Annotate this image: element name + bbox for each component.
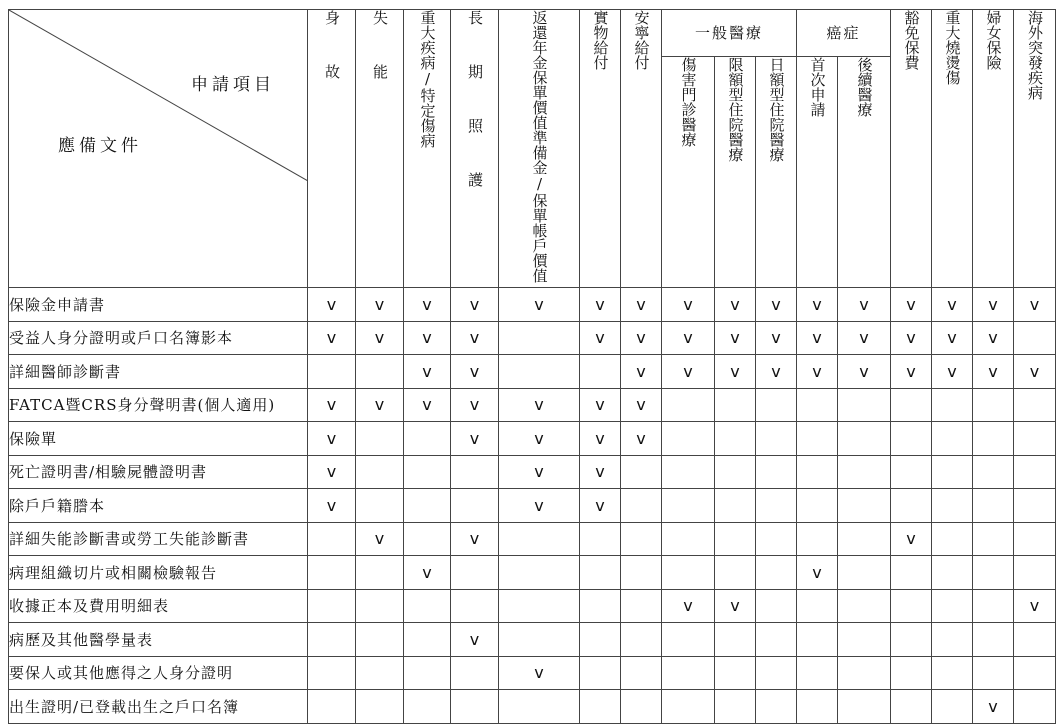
empty-cell bbox=[308, 623, 356, 657]
col-major-burns bbox=[932, 10, 973, 288]
document-name: 保險單 bbox=[9, 422, 308, 456]
column-label: 傷害門診醫療 bbox=[679, 56, 698, 147]
check-mark: v bbox=[308, 388, 356, 422]
empty-cell bbox=[891, 589, 932, 623]
empty-cell bbox=[973, 422, 1014, 456]
check-mark: v bbox=[356, 288, 404, 322]
empty-cell bbox=[756, 422, 797, 456]
empty-cell bbox=[973, 489, 1014, 523]
column-label: 重大疾病/特定傷病 bbox=[418, 10, 437, 148]
check-mark: v bbox=[580, 321, 621, 355]
empty-cell bbox=[451, 489, 499, 523]
check-mark: v bbox=[973, 690, 1014, 724]
column-label: 長期照護 bbox=[466, 10, 484, 226]
check-mark: v bbox=[1014, 355, 1056, 389]
empty-cell bbox=[404, 455, 451, 489]
check-mark: v bbox=[1014, 288, 1056, 322]
column-label: 返還年金保單價值準備金/保單帳戶價值 bbox=[530, 10, 549, 283]
empty-cell bbox=[756, 589, 797, 623]
empty-cell bbox=[797, 489, 838, 523]
empty-cell bbox=[838, 455, 891, 489]
empty-cell bbox=[973, 522, 1014, 556]
check-mark: v bbox=[838, 355, 891, 389]
empty-cell bbox=[797, 589, 838, 623]
empty-cell bbox=[932, 422, 973, 456]
empty-cell bbox=[499, 321, 580, 355]
check-mark: v bbox=[756, 321, 797, 355]
empty-cell bbox=[1014, 422, 1056, 456]
empty-cell bbox=[308, 690, 356, 724]
empty-cell bbox=[1014, 556, 1056, 590]
table-row bbox=[9, 589, 1056, 623]
check-mark: v bbox=[404, 556, 451, 590]
check-mark: v bbox=[499, 288, 580, 322]
empty-cell bbox=[451, 455, 499, 489]
document-name: 詳細失能診斷書或勞工失能診斷書 bbox=[9, 522, 308, 556]
col-cancer-first bbox=[797, 56, 838, 287]
empty-cell bbox=[404, 690, 451, 724]
empty-cell bbox=[621, 690, 662, 724]
empty-cell bbox=[715, 388, 756, 422]
empty-cell bbox=[499, 522, 580, 556]
check-mark: v bbox=[451, 321, 499, 355]
check-mark: v bbox=[1014, 589, 1056, 623]
empty-cell bbox=[621, 589, 662, 623]
check-mark: v bbox=[499, 489, 580, 523]
empty-cell bbox=[838, 589, 891, 623]
col-limited-inpatient bbox=[715, 56, 756, 287]
column-label: 海外突發疾病 bbox=[1026, 10, 1044, 100]
empty-cell bbox=[499, 556, 580, 590]
empty-cell bbox=[580, 522, 621, 556]
empty-cell bbox=[838, 556, 891, 590]
check-mark: v bbox=[662, 321, 715, 355]
check-mark: v bbox=[662, 355, 715, 389]
empty-cell bbox=[356, 656, 404, 690]
empty-cell bbox=[1014, 656, 1056, 690]
check-mark: v bbox=[580, 422, 621, 456]
header-required-documents: 應備文件 bbox=[58, 136, 142, 156]
table-row bbox=[9, 455, 1056, 489]
empty-cell bbox=[580, 589, 621, 623]
check-mark: v bbox=[356, 321, 404, 355]
empty-cell bbox=[797, 522, 838, 556]
column-label: 日額型住院醫療 bbox=[767, 56, 786, 162]
empty-cell bbox=[1014, 522, 1056, 556]
empty-cell bbox=[621, 623, 662, 657]
empty-cell bbox=[499, 355, 580, 389]
group-cancer: 癌症 bbox=[797, 10, 891, 57]
table-row bbox=[9, 355, 1056, 389]
check-mark: v bbox=[451, 288, 499, 322]
empty-cell bbox=[1014, 321, 1056, 355]
empty-cell bbox=[932, 489, 973, 523]
empty-cell bbox=[662, 690, 715, 724]
table-row bbox=[9, 656, 1056, 690]
check-mark: v bbox=[308, 422, 356, 456]
empty-cell bbox=[756, 489, 797, 523]
check-mark: v bbox=[499, 455, 580, 489]
table-row bbox=[9, 556, 1056, 590]
check-mark: v bbox=[838, 288, 891, 322]
empty-cell bbox=[356, 690, 404, 724]
document-name: 病理組織切片或相關檢驗報告 bbox=[9, 556, 308, 590]
empty-cell bbox=[838, 656, 891, 690]
table-row bbox=[9, 522, 1056, 556]
col-critical-illness bbox=[404, 10, 451, 288]
check-mark: v bbox=[797, 355, 838, 389]
corner-diagonal-line bbox=[9, 10, 308, 181]
empty-cell bbox=[891, 388, 932, 422]
col-premium-waiver bbox=[891, 10, 932, 288]
empty-cell bbox=[838, 623, 891, 657]
col-hospice bbox=[621, 10, 662, 288]
empty-cell bbox=[797, 388, 838, 422]
check-mark: v bbox=[580, 489, 621, 523]
empty-cell bbox=[308, 522, 356, 556]
check-mark: v bbox=[404, 355, 451, 389]
empty-cell bbox=[891, 623, 932, 657]
column-label: 首次申請 bbox=[808, 56, 827, 117]
empty-cell bbox=[797, 656, 838, 690]
check-mark: v bbox=[308, 288, 356, 322]
document-name: 收據正本及費用明細表 bbox=[9, 589, 308, 623]
col-disability bbox=[356, 10, 404, 288]
empty-cell bbox=[356, 422, 404, 456]
empty-cell bbox=[973, 656, 1014, 690]
header-application-items: 申請項目 bbox=[191, 75, 275, 95]
empty-cell bbox=[932, 623, 973, 657]
empty-cell bbox=[715, 556, 756, 590]
empty-cell bbox=[1014, 388, 1056, 422]
check-mark: v bbox=[932, 288, 973, 322]
empty-cell bbox=[451, 556, 499, 590]
table-row bbox=[9, 288, 1056, 322]
empty-cell bbox=[580, 355, 621, 389]
empty-cell bbox=[404, 623, 451, 657]
empty-cell bbox=[404, 422, 451, 456]
empty-cell bbox=[932, 388, 973, 422]
check-mark: v bbox=[451, 623, 499, 657]
check-mark: v bbox=[838, 321, 891, 355]
empty-cell bbox=[451, 690, 499, 724]
empty-cell bbox=[838, 422, 891, 456]
column-label: 身故 bbox=[323, 10, 341, 118]
document-name: FATCA暨CRS身分聲明書(個人適用) bbox=[9, 388, 308, 422]
empty-cell bbox=[662, 422, 715, 456]
column-label: 安寧給付 bbox=[632, 10, 651, 70]
empty-cell bbox=[662, 656, 715, 690]
col-daily-inpatient bbox=[756, 56, 797, 287]
empty-cell bbox=[1014, 623, 1056, 657]
check-mark: v bbox=[715, 355, 756, 389]
empty-cell bbox=[932, 656, 973, 690]
check-mark: v bbox=[797, 321, 838, 355]
check-mark: v bbox=[756, 355, 797, 389]
table-row bbox=[9, 388, 1056, 422]
empty-cell bbox=[932, 589, 973, 623]
check-mark: v bbox=[580, 388, 621, 422]
check-mark: v bbox=[932, 355, 973, 389]
empty-cell bbox=[756, 623, 797, 657]
empty-cell bbox=[715, 522, 756, 556]
empty-cell bbox=[756, 690, 797, 724]
check-mark: v bbox=[891, 321, 932, 355]
check-mark: v bbox=[891, 355, 932, 389]
col-womens-insurance bbox=[973, 10, 1014, 288]
empty-cell bbox=[973, 556, 1014, 590]
empty-cell bbox=[662, 522, 715, 556]
empty-cell bbox=[621, 489, 662, 523]
col-long-term-care bbox=[451, 10, 499, 288]
col-death bbox=[308, 10, 356, 288]
empty-cell bbox=[891, 656, 932, 690]
check-mark: v bbox=[404, 288, 451, 322]
check-mark: v bbox=[973, 288, 1014, 322]
check-mark: v bbox=[973, 321, 1014, 355]
check-mark: v bbox=[308, 455, 356, 489]
check-mark: v bbox=[715, 589, 756, 623]
empty-cell bbox=[580, 656, 621, 690]
empty-cell bbox=[404, 589, 451, 623]
check-mark: v bbox=[621, 422, 662, 456]
check-mark: v bbox=[451, 522, 499, 556]
document-name: 保險金申請書 bbox=[9, 288, 308, 322]
col-injury-outpatient bbox=[662, 56, 715, 287]
empty-cell bbox=[973, 388, 1014, 422]
empty-cell bbox=[499, 690, 580, 724]
check-mark: v bbox=[973, 355, 1014, 389]
empty-cell bbox=[797, 623, 838, 657]
empty-cell bbox=[891, 422, 932, 456]
empty-cell bbox=[308, 556, 356, 590]
empty-cell bbox=[715, 623, 756, 657]
table-row bbox=[9, 489, 1056, 523]
group-general-medical: 一般醫療 bbox=[662, 10, 797, 57]
empty-cell bbox=[756, 522, 797, 556]
empty-cell bbox=[891, 489, 932, 523]
table-row bbox=[9, 623, 1056, 657]
empty-cell bbox=[580, 690, 621, 724]
check-mark: v bbox=[621, 388, 662, 422]
empty-cell bbox=[973, 455, 1014, 489]
empty-cell bbox=[404, 656, 451, 690]
empty-cell bbox=[308, 589, 356, 623]
empty-cell bbox=[756, 388, 797, 422]
check-mark: v bbox=[499, 388, 580, 422]
col-policy-value-return bbox=[499, 10, 580, 288]
check-mark: v bbox=[580, 455, 621, 489]
empty-cell bbox=[499, 589, 580, 623]
empty-cell bbox=[662, 623, 715, 657]
document-name: 受益人身分證明或戶口名簿影本 bbox=[9, 321, 308, 355]
document-name: 死亡證明書/相驗屍體證明書 bbox=[9, 455, 308, 489]
col-cancer-followup bbox=[838, 56, 891, 287]
empty-cell bbox=[838, 489, 891, 523]
empty-cell bbox=[356, 556, 404, 590]
empty-cell bbox=[662, 556, 715, 590]
col-in-kind-payment bbox=[580, 10, 621, 288]
empty-cell bbox=[404, 522, 451, 556]
check-mark: v bbox=[756, 288, 797, 322]
check-mark: v bbox=[308, 489, 356, 523]
check-mark: v bbox=[404, 388, 451, 422]
empty-cell bbox=[621, 656, 662, 690]
column-label: 豁免保費 bbox=[902, 10, 921, 70]
check-mark: v bbox=[891, 288, 932, 322]
empty-cell bbox=[662, 388, 715, 422]
check-mark: v bbox=[580, 288, 621, 322]
table-row bbox=[9, 690, 1056, 724]
empty-cell bbox=[1014, 489, 1056, 523]
check-mark: v bbox=[715, 321, 756, 355]
empty-cell bbox=[404, 489, 451, 523]
document-name: 出生證明/已登載出生之戶口名簿 bbox=[9, 690, 308, 724]
empty-cell bbox=[662, 455, 715, 489]
check-mark: v bbox=[891, 522, 932, 556]
empty-cell bbox=[356, 623, 404, 657]
header-corner bbox=[9, 10, 308, 288]
table-row bbox=[9, 321, 1056, 355]
check-mark: v bbox=[451, 388, 499, 422]
empty-cell bbox=[1014, 455, 1056, 489]
empty-cell bbox=[932, 522, 973, 556]
check-mark: v bbox=[621, 288, 662, 322]
empty-cell bbox=[1014, 690, 1056, 724]
check-mark: v bbox=[797, 556, 838, 590]
empty-cell bbox=[797, 422, 838, 456]
empty-cell bbox=[662, 489, 715, 523]
empty-cell bbox=[973, 623, 1014, 657]
check-mark: v bbox=[621, 321, 662, 355]
empty-cell bbox=[891, 455, 932, 489]
empty-cell bbox=[580, 623, 621, 657]
document-name: 要保人或其他應得之人身分證明 bbox=[9, 656, 308, 690]
empty-cell bbox=[499, 623, 580, 657]
empty-cell bbox=[891, 690, 932, 724]
empty-cell bbox=[715, 656, 756, 690]
empty-cell bbox=[621, 455, 662, 489]
empty-cell bbox=[715, 489, 756, 523]
empty-cell bbox=[580, 556, 621, 590]
empty-cell bbox=[356, 455, 404, 489]
column-label: 後續醫療 bbox=[855, 56, 874, 117]
empty-cell bbox=[308, 355, 356, 389]
check-mark: v bbox=[356, 388, 404, 422]
check-mark: v bbox=[451, 422, 499, 456]
column-label: 失能 bbox=[371, 10, 389, 118]
column-label: 重大燒燙傷 bbox=[943, 10, 962, 85]
empty-cell bbox=[797, 455, 838, 489]
empty-cell bbox=[973, 589, 1014, 623]
column-label: 婦女保險 bbox=[984, 10, 1003, 70]
document-name: 除戶戶籍謄本 bbox=[9, 489, 308, 523]
empty-cell bbox=[932, 556, 973, 590]
table-row bbox=[9, 422, 1056, 456]
check-mark: v bbox=[932, 321, 973, 355]
empty-cell bbox=[356, 355, 404, 389]
column-label: 實物給付 bbox=[591, 10, 610, 70]
check-mark: v bbox=[662, 288, 715, 322]
check-mark: v bbox=[797, 288, 838, 322]
col-overseas-emergency bbox=[1014, 10, 1056, 288]
empty-cell bbox=[932, 690, 973, 724]
empty-cell bbox=[451, 656, 499, 690]
empty-cell bbox=[838, 690, 891, 724]
check-mark: v bbox=[451, 355, 499, 389]
empty-cell bbox=[838, 388, 891, 422]
empty-cell bbox=[797, 690, 838, 724]
empty-cell bbox=[308, 656, 356, 690]
check-mark: v bbox=[356, 522, 404, 556]
check-mark: v bbox=[621, 355, 662, 389]
application-documents-table bbox=[8, 9, 1056, 724]
document-name: 詳細醫師診斷書 bbox=[9, 355, 308, 389]
empty-cell bbox=[356, 589, 404, 623]
check-mark: v bbox=[715, 288, 756, 322]
empty-cell bbox=[621, 522, 662, 556]
check-mark: v bbox=[404, 321, 451, 355]
empty-cell bbox=[838, 522, 891, 556]
document-name: 病歷及其他醫學量表 bbox=[9, 623, 308, 657]
check-mark: v bbox=[308, 321, 356, 355]
empty-cell bbox=[891, 556, 932, 590]
empty-cell bbox=[715, 455, 756, 489]
column-label: 限額型住院醫療 bbox=[726, 56, 745, 162]
check-mark: v bbox=[662, 589, 715, 623]
empty-cell bbox=[756, 455, 797, 489]
empty-cell bbox=[356, 489, 404, 523]
empty-cell bbox=[715, 690, 756, 724]
empty-cell bbox=[756, 656, 797, 690]
check-mark: v bbox=[499, 422, 580, 456]
check-mark: v bbox=[499, 656, 580, 690]
empty-cell bbox=[932, 455, 973, 489]
empty-cell bbox=[621, 556, 662, 590]
empty-cell bbox=[715, 422, 756, 456]
empty-cell bbox=[756, 556, 797, 590]
empty-cell bbox=[451, 589, 499, 623]
